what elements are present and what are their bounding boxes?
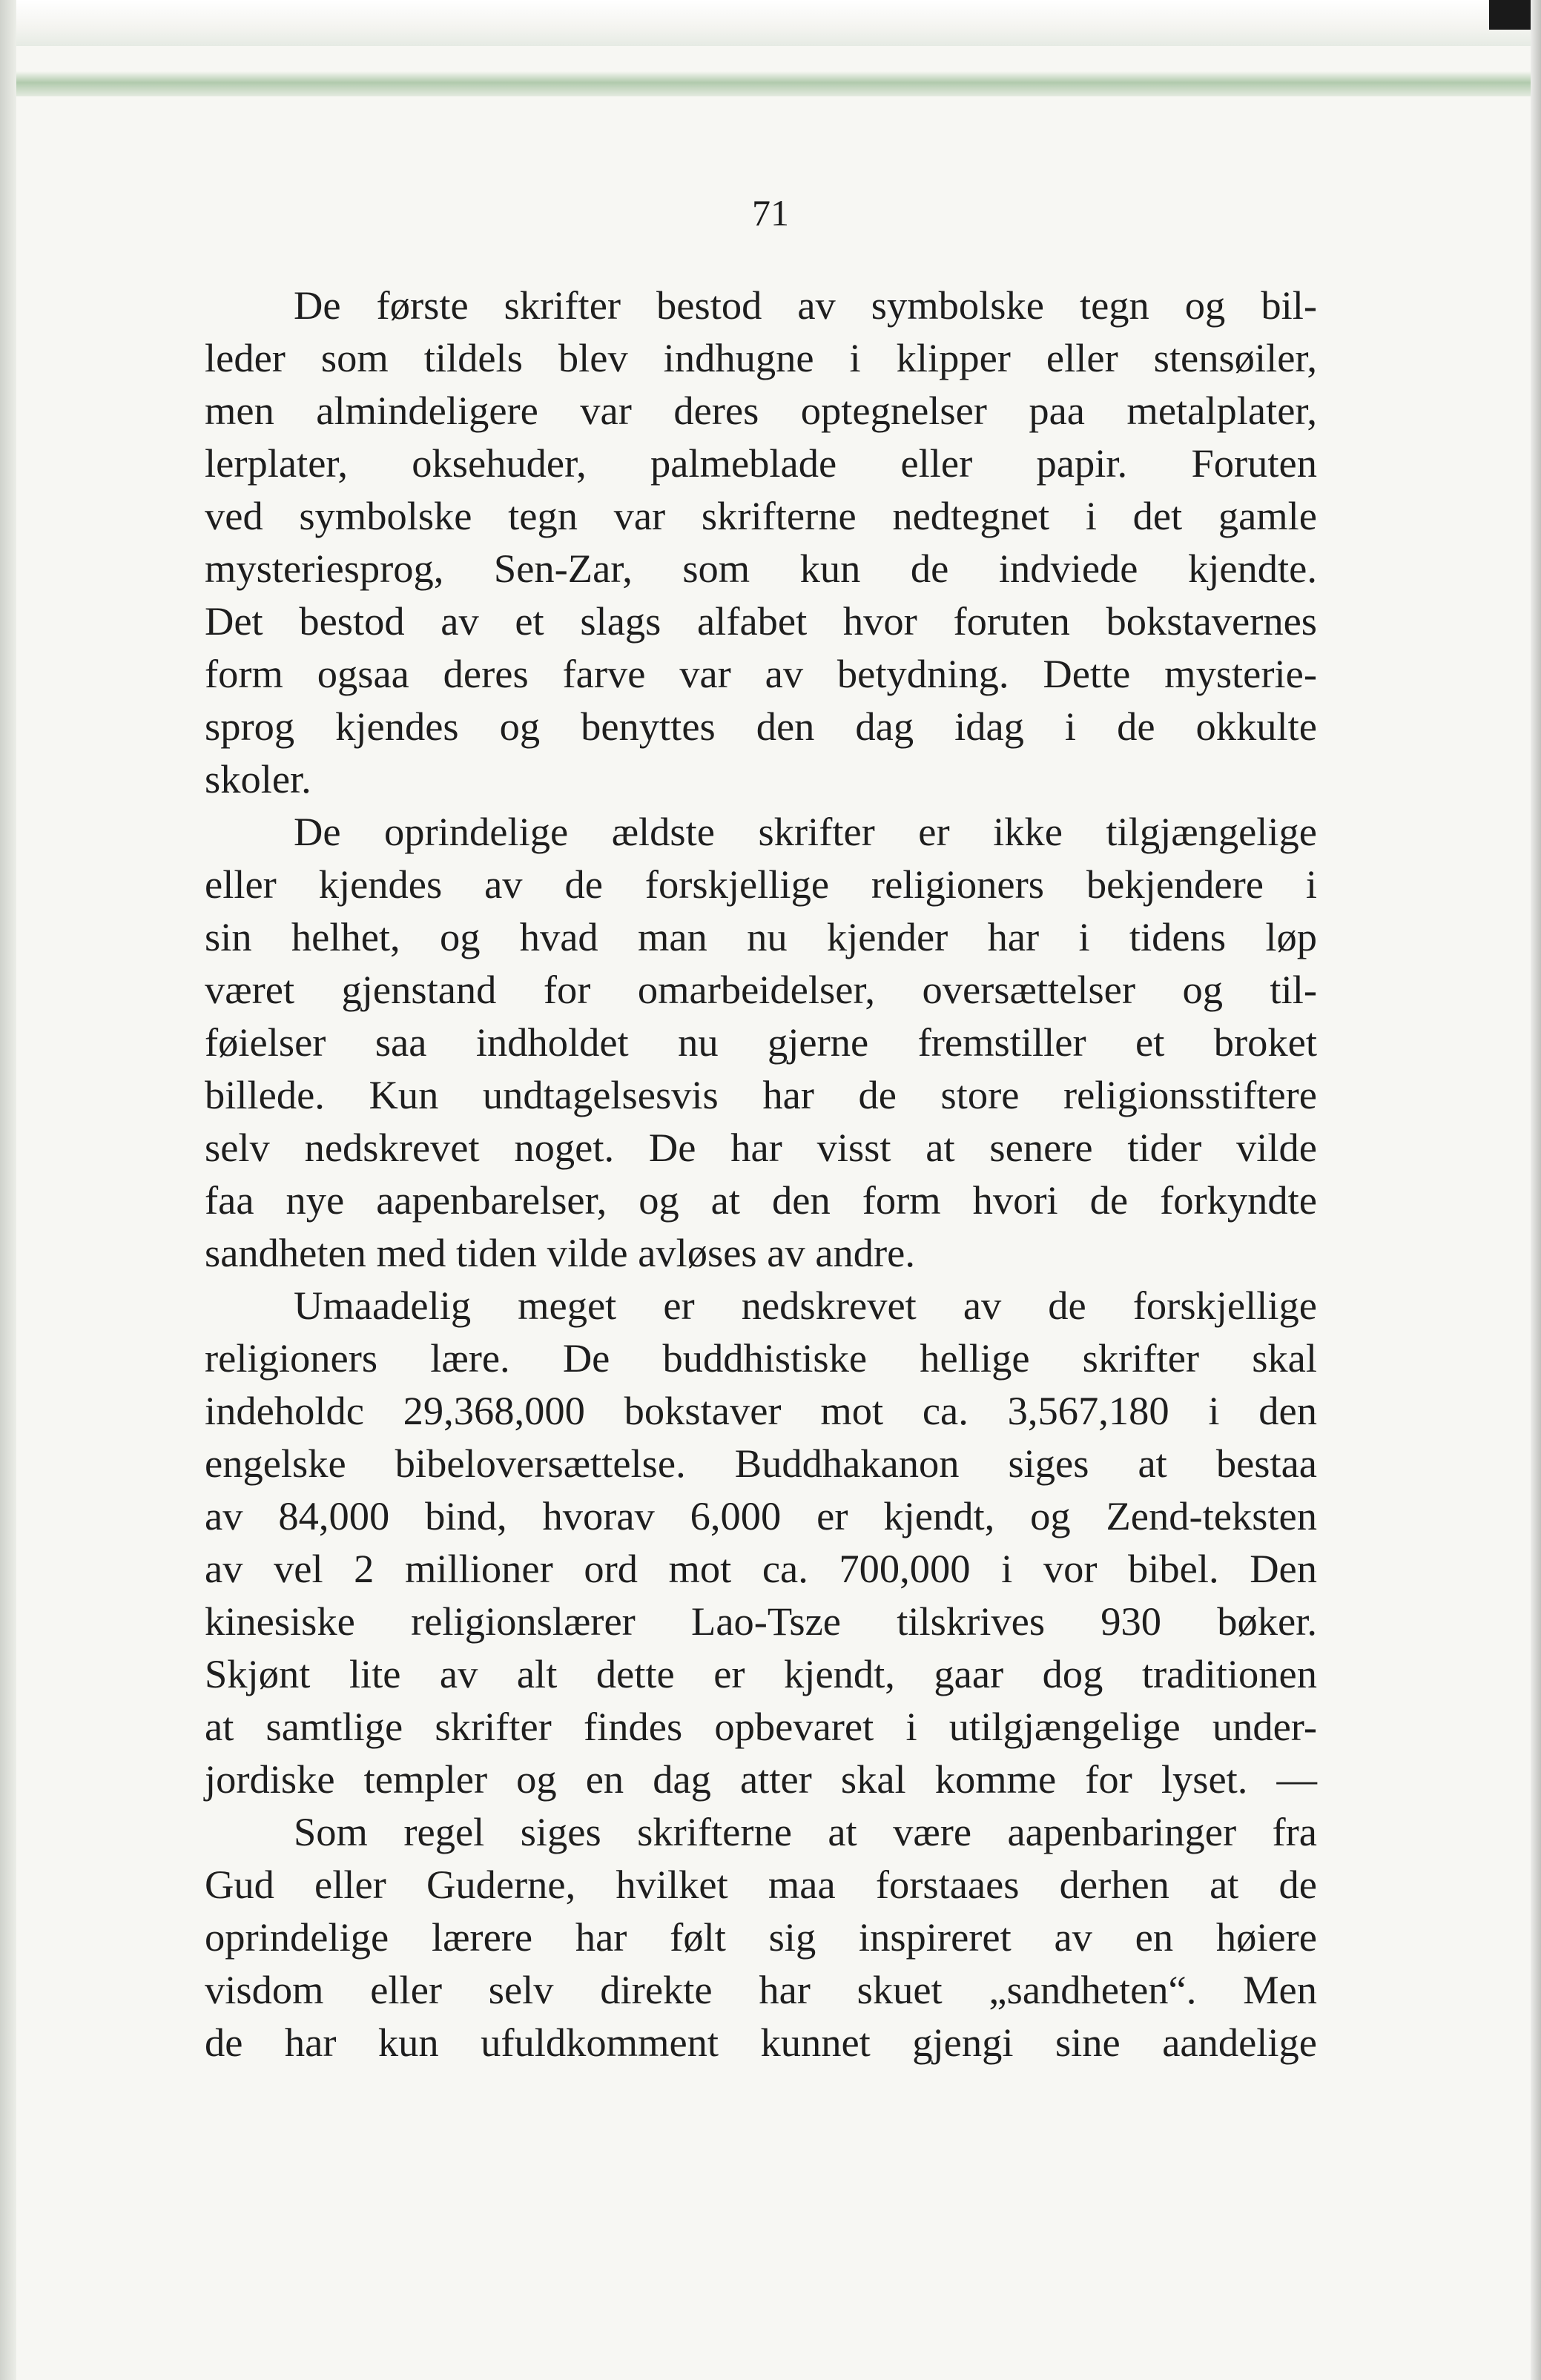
text-line: føielser saa indholdet nu gjerne fremstiller et broket bbox=[205, 1019, 1317, 1065]
text-line: at samtlige skrifter findes opbevaret i utilgjængelige under- bbox=[205, 1704, 1317, 1749]
text-line: skoler. bbox=[205, 756, 311, 801]
text-line: sandheten med tiden vilde avløses av andre. bbox=[205, 1230, 915, 1275]
text-line: kinesiske religionslærer Lao-Tsze tilskrives 930 bøker. bbox=[205, 1599, 1317, 1644]
text-line: men almindeligere var deres optegnelser paa metalplater, bbox=[205, 388, 1317, 433]
text-line: mysteriesprog, Sen-Zar, som kun de indviede kjendte. bbox=[205, 546, 1317, 591]
text-line: Skjønt lite av alt dette er kjendt, gaar dog traditionen bbox=[205, 1651, 1317, 1696]
text-line: religioners lære. De buddhistiske hellige skrifter skal bbox=[205, 1335, 1317, 1381]
text-line: leder som tildels blev indhugne i klipper eller stensøiler, bbox=[205, 335, 1317, 380]
text-line: jordiske templer og en dag atter skal komme for lyset. — bbox=[205, 1756, 1317, 1802]
paragraph-1 bbox=[205, 279, 1317, 805]
text-line: av vel 2 millioner ord mot ca. 700,000 i vor bibel. Den bbox=[205, 1546, 1317, 1591]
green-stain-rule bbox=[0, 71, 1541, 96]
body-text bbox=[205, 279, 1317, 2069]
text-line: lerplater, oksehuder, palmeblade eller papir. Foruten bbox=[205, 440, 1317, 486]
paragraph-2 bbox=[205, 805, 1317, 1279]
text-line: form ogsaa deres farve var av betydning. Dette mysterie- bbox=[205, 651, 1317, 696]
text-line: De oprindelige ældste skrifter er ikke tilgjængelige bbox=[294, 809, 1317, 854]
text-line: av 84,000 bind, hvorav 6,000 er kjendt, og Zend-teksten bbox=[205, 1493, 1317, 1538]
right-page-edge bbox=[1531, 0, 1541, 2380]
page-number: 71 bbox=[752, 192, 789, 234]
text-line: selv nedskrevet noget. De har visst at senere tider vilde bbox=[205, 1125, 1317, 1170]
text-line: Umaadelig meget er nedskrevet av de forskjellige bbox=[294, 1283, 1317, 1328]
text-line: sprog kjendes og benyttes den dag idag i de okkulte bbox=[205, 704, 1317, 749]
text-line: eller kjendes av de forskjellige religioners bekjendere i bbox=[205, 862, 1317, 907]
text-line: Gud eller Guderne, hvilket maa forstaaes derhen at de bbox=[205, 1862, 1317, 1907]
text-line: De første skrifter bestod av symbolske tegn og bil- bbox=[294, 282, 1317, 328]
top-edge bbox=[0, 0, 1541, 46]
text-line: engelske bibeloversættelse. Buddhakanon siges at bestaa bbox=[205, 1441, 1317, 1486]
text-line: Som regel siges skrifterne at være aapenbaringer fra bbox=[294, 1809, 1317, 1854]
text-line: de har kun ufuldkomment kunnet gjengi sine aandelige bbox=[205, 2020, 1317, 2065]
text-line: sin helhet, og hvad man nu kjender har i tidens løp bbox=[205, 914, 1317, 959]
text-line: faa nye aapenbarelser, og at den form hvori de forkyndte bbox=[205, 1177, 1317, 1223]
text-line: oprindelige lærere har følt sig inspireret av en høiere bbox=[205, 1914, 1317, 1960]
text-line: billede. Kun undtagelsesvis har de store religionsstiftere bbox=[205, 1072, 1317, 1117]
text-line: visdom eller selv direkte har skuet „sandheten“. Men bbox=[205, 1967, 1317, 2012]
text-line: været gjenstand for omarbeidelser, oversættelser og til- bbox=[205, 967, 1317, 1012]
paragraph-3 bbox=[205, 1279, 1317, 1805]
text-line: Det bestod av et slags alfabet hvor foruten bokstavernes bbox=[205, 598, 1317, 644]
left-page-edge bbox=[0, 0, 16, 2380]
scan-corner-mark bbox=[1489, 0, 1531, 30]
paragraph-4 bbox=[205, 1805, 1317, 2069]
text-line: ved symbolske tegn var skrifterne nedtegnet i det gamle bbox=[205, 493, 1317, 538]
text-line: indeholdc 29,368,000 bokstaver mot ca. 3,567,180 i den bbox=[205, 1388, 1317, 1433]
